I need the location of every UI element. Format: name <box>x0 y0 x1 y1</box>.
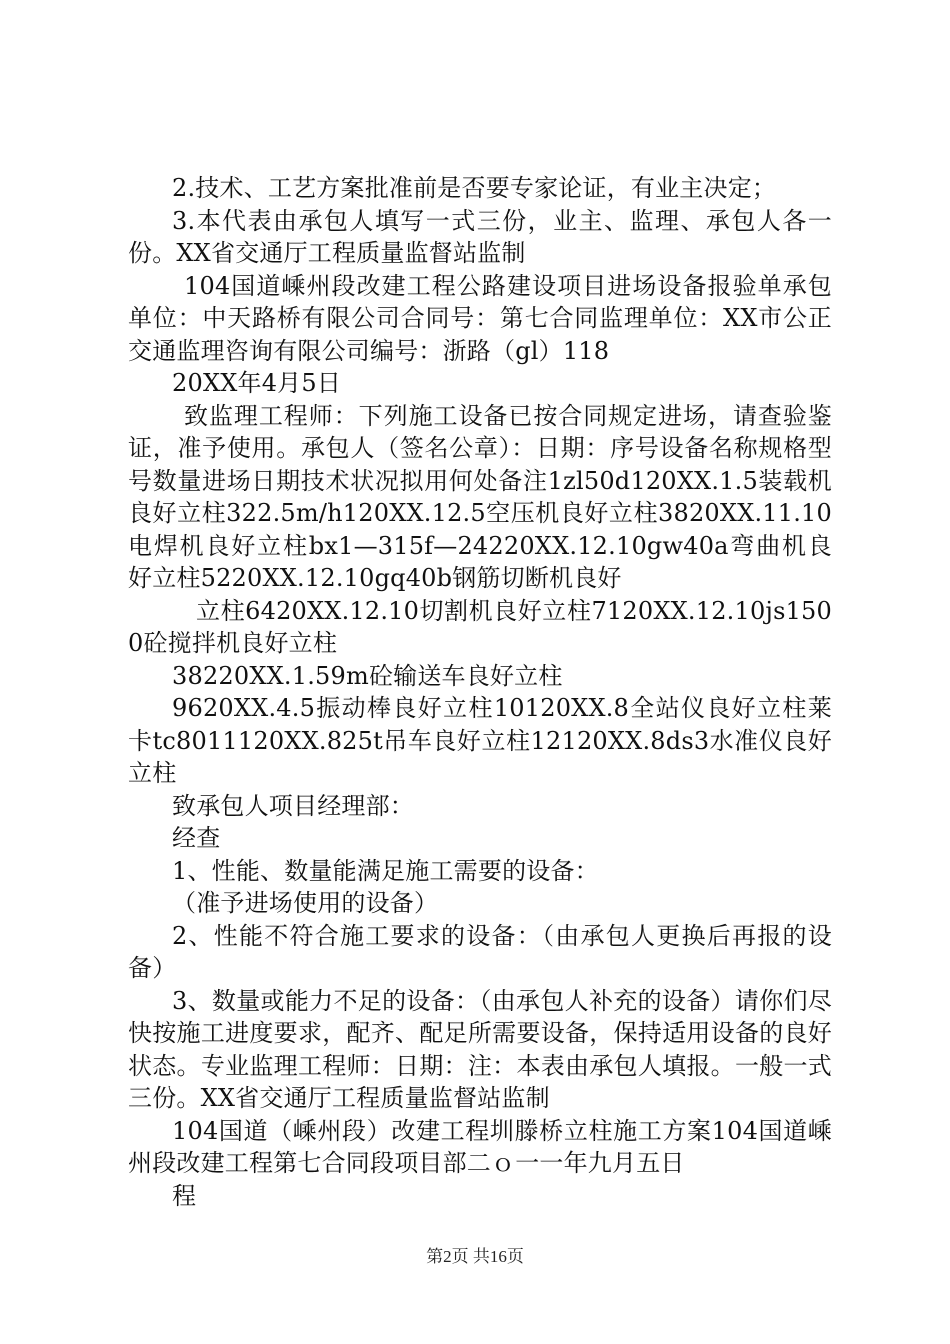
paragraph-equipment-list-cont-1: 立柱6420XX.12.10切割机良好立柱7120XX.12.10js1500砼搅拌机良好立柱 <box>128 596 832 657</box>
paragraph-to-contractor: 致承包人项目经理部： <box>172 791 414 820</box>
paragraph-equipment-list-cont-3: 9620XX.4.5振动棒良好立柱10120XX.8全站仪良好立柱莱卡tc8011120XX.825t吊车良好立柱12120XX.8ds3水准仪良好立柱 <box>128 694 832 787</box>
paragraph-item-1: 1、性能、数量能满足施工需要的设备： <box>172 856 599 885</box>
paragraph-equipment-list: 致监理工程师：下列施工设备已按合同规定进场，请查验鉴证，准予使用。承包人（签名公章）：日期：序号设备名称规格型号数量进场日期技术状况拟用何处备注1zl50d120XX.1.5装载机良好立柱322.5m/h120XX.12.5空压机良好立柱3820XX.11.10电焊机良好立柱bx1—315f—24220XX.12.10gw40a弯曲机良好立柱5220XX.12.10gq40b钢筋切断机良好 <box>128 401 832 592</box>
paragraph-equipment-report-header: 104国道嵊州段改建工程公路建设项目进场设备报验单承包单位：中天路桥有限公司合同号：第七合同监理单位：XX市公正交通监理咨询有限公司编号：浙路（gl）118 <box>128 271 832 365</box>
document-body <box>128 172 832 1212</box>
page-number-label: 第2页 共16页 <box>426 1247 524 1266</box>
paragraph-expert-review-note: 2.技术、工艺方案批准前是否要专家论证，有业主决定； <box>172 174 777 202</box>
paragraph-upon-inspection: 经查 <box>172 824 221 852</box>
paragraph-equipment-list-cont-2: 38220XX.1.59m砼输送车良好立柱 <box>172 661 563 690</box>
paragraph-copies-note: 3.本代表由承包人填写一式三份，业主、监理、承包人各一份。XX省交通厅工程质量监督站监制 <box>128 206 832 267</box>
paragraph-construction-plan-title: 104国道（嵊州段）改建工程圳滕桥立柱施工方案104国道嵊州段改建工程第七合同段项目部二ｏ一一年九月五日 <box>128 1116 832 1177</box>
page-footer <box>0 1242 950 1267</box>
paragraph-item-3: 3、数量或能力不足的设备：（由承包人补充的设备）请你们尽快按施工进度要求，配齐、配足所需要设备，保持适用设备的良好状态。专业监理工程师：日期：注：本表由承包人填报。一般一式三份。XX省交通厅工程质量监督站监制 <box>128 986 832 1112</box>
paragraph-item-1-note: （准予进场使用的设备） <box>172 889 439 917</box>
paragraph-report-date: 20XX年4月5日 <box>172 369 342 397</box>
paragraph-trailing-char: 程 <box>172 1181 197 1210</box>
paragraph-item-2: 2、性能不符合施工要求的设备：（由承包人更换后再报的设备） <box>128 921 832 982</box>
